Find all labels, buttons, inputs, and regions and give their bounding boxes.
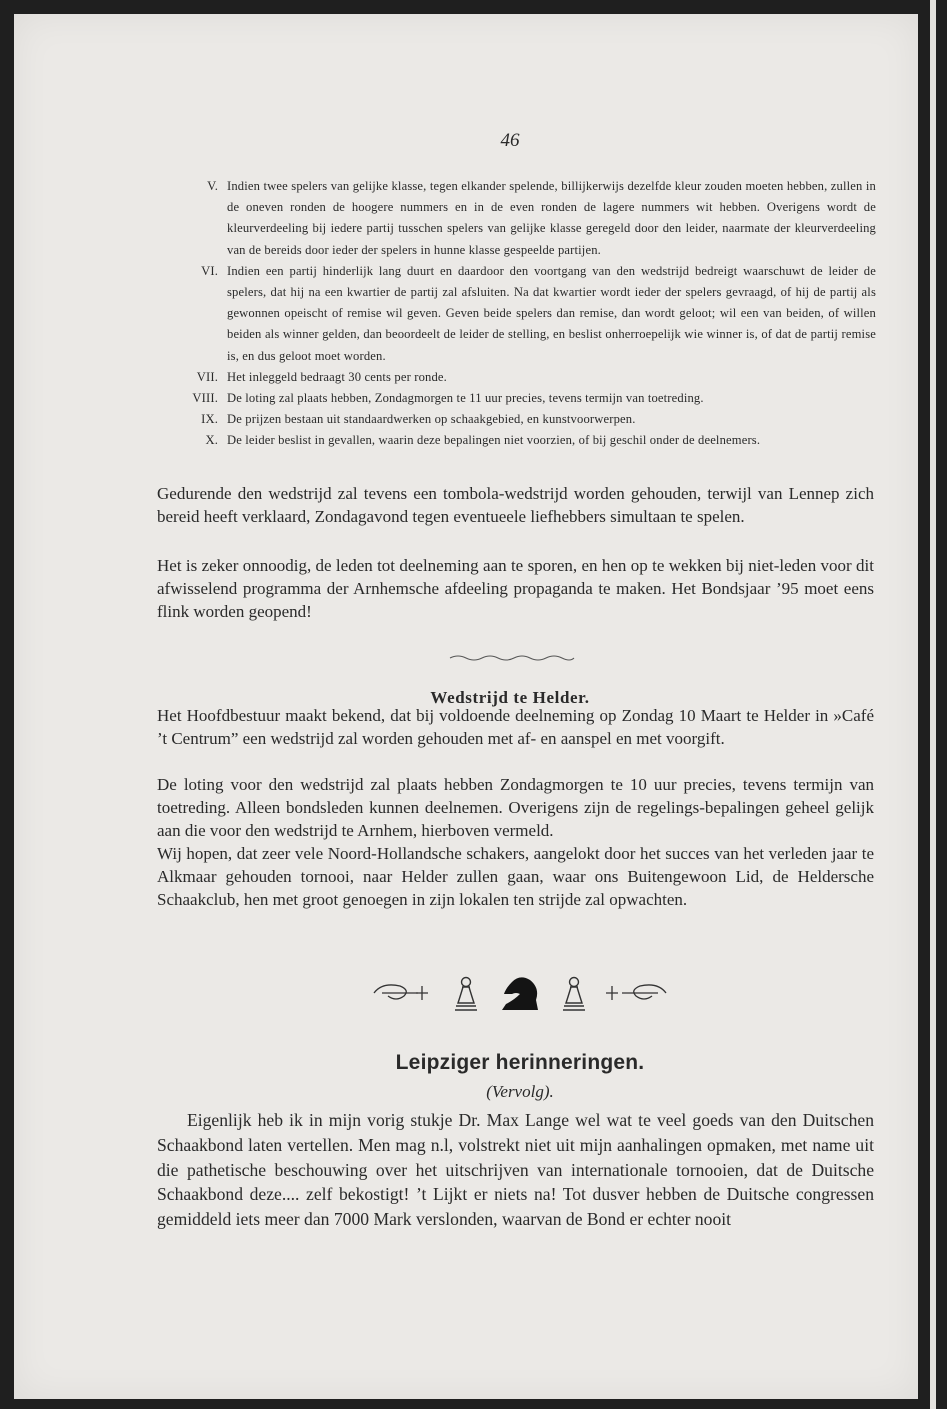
paragraph-tombola: Gedurende den wedstrijd zal tevens een tombola-wedstrijd worden gehouden, terwijl van Lennep zich bereid heeft verklaard, Zondagavond tegen eventueele liefhebbers simultaan te spelen. [157, 484, 874, 526]
flourish-right-icon [606, 985, 666, 1000]
section-heading: Wedstrijd te Helder. [430, 688, 590, 707]
rule-text: De loting zal plaats hebben, Zondagmorgen te 11 uur precies, tevens termijn van toetreding. [227, 391, 704, 406]
rule-text: Indien een partij hinderlijk lang duurt en daardoor den voortgang van den wedstrijd bedreigt waarschuwt de leider de spelers, dat hij na een kwartier de partij zal afsluiten. Na dat kwartier wordt ieder der spelers gevraagd, of hij de partij als gewonnen opeischt of remise wil geven. Geven beide spelers dan remise, dan wordt geloot; wil een van beiden, of willen beiden als winner gelden, dan beoordeelt de leider de stelling, en beslist onherroepelijk wie winner is, of dat de partij remise is, en dus geloot moet worden. [227, 263, 876, 363]
rule-item [160, 409, 876, 430]
chess-ornament [370, 970, 670, 1016]
rules-list [160, 176, 876, 452]
rule-number: VIII. [192, 391, 218, 406]
rule-number: IX. [201, 412, 218, 427]
rule-text: De prijzen bestaan uit standaardwerken op schaakgebied, en kunstvoorwerpen. [227, 412, 636, 427]
article-heading: Leipziger herinneringen. [395, 1051, 645, 1074]
page-number: 46 [500, 130, 520, 151]
rule-number: V. [207, 179, 218, 193]
section-divider [448, 650, 576, 664]
rule-number: VI. [201, 263, 218, 278]
rule-item [160, 388, 876, 409]
flourish-left-icon [374, 985, 428, 1000]
rule-item [160, 367, 876, 388]
page-edge [930, 0, 936, 1409]
paragraph-loting: De loting voor den wedstrijd zal plaats hebben Zondagmorgen te 10 uur precies, tevens termijn van toetreding. Alleen bondsleden kunnen deelnemen. Overigens zijn de regelings-bepalingen geheel gelijk aan die voor den wedstrijd te Arnhem, hierboven vermeld. [157, 775, 874, 840]
rule-item [160, 176, 876, 261]
pawn-icon [455, 978, 477, 1011]
paragraph-leipzig: Eigenlijk heb ik in mijn vorig stukje Dr. Max Lange wel wat te veel goeds van den Duitschen Schaakbond laten vertellen. Men mag n.l, volstrekt niet uit mijn aanhalingen opmaken, met name uit die pathetische beschouwing over het uitschrijven van internationale tornooien, dat de Duitsche Schaakbond deze.... zelf bekostigt! ’t Lijkt er niets na! Tot dusver hebben de Duitsche congressen gemiddeld iets meer dan 7000 Mark verslonden, waarvan de Bond er echter nooit [157, 1110, 874, 1230]
rule-text: Indien twee spelers van gelijke klasse, tegen elkander spelende, billijkerwijs dezelfde kleur zouden moeten hebben, zullen in de oneven ronden de hoogere nummers en in de even ronden de lagere nummers wit hebben. Overigens wordt de kleurverdeeling bij iedere partij tusschen spelers van gelijke klasse geregeld door den leider, naarmate der kleurverdeeling van de bereids door ieder der spelers in hunne klasse gespeelde partijen. [227, 179, 876, 257]
book-page [14, 14, 918, 1399]
paragraph-announcement: Het Hoofdbestuur maakt bekend, dat bij voldoende deelneming op Zondag 10 Maart te Helder in »Café ’t Centrum” een wedstrijd zal worden gehouden met af- en aanspel en met voorgift. [157, 706, 874, 748]
pawn-icon [563, 978, 585, 1011]
rule-item [160, 261, 876, 367]
rule-number: VII. [196, 369, 218, 384]
rule-item [160, 430, 876, 451]
rule-text: Het inleggeld bedraagt 30 cents per ronde. [227, 369, 447, 384]
knight-icon [502, 977, 538, 1010]
paragraph-propaganda: Het is zeker onnoodig, de leden tot deelneming aan te sporen, en hen op te wekken bij niet-leden voor dit afwisselend programma der Arnhemsche afdeeling propaganda te maken. Het Bondsjaar ’95 moet eens flink worden geopend! [157, 556, 874, 621]
rule-number: X. [205, 433, 218, 448]
article-subheading: (Vervolg). [486, 1082, 554, 1101]
paragraph-hope: Wij hopen, dat zeer vele Noord-Hollandsche schakers, aangelokt door het succes van het verleden jaar te Alkmaar gehouden tornooi, naar Helder zullen gaan, waar ons Buitengewoon Lid, de Heldersche Schaakclub, hen met groot genoegen in zijn lokalen ten strijde zal opwachten. [157, 844, 874, 909]
rule-text: De leider beslist in gevallen, waarin deze bepalingen niet voorzien, of bij geschil onder de deelnemers. [227, 433, 761, 448]
